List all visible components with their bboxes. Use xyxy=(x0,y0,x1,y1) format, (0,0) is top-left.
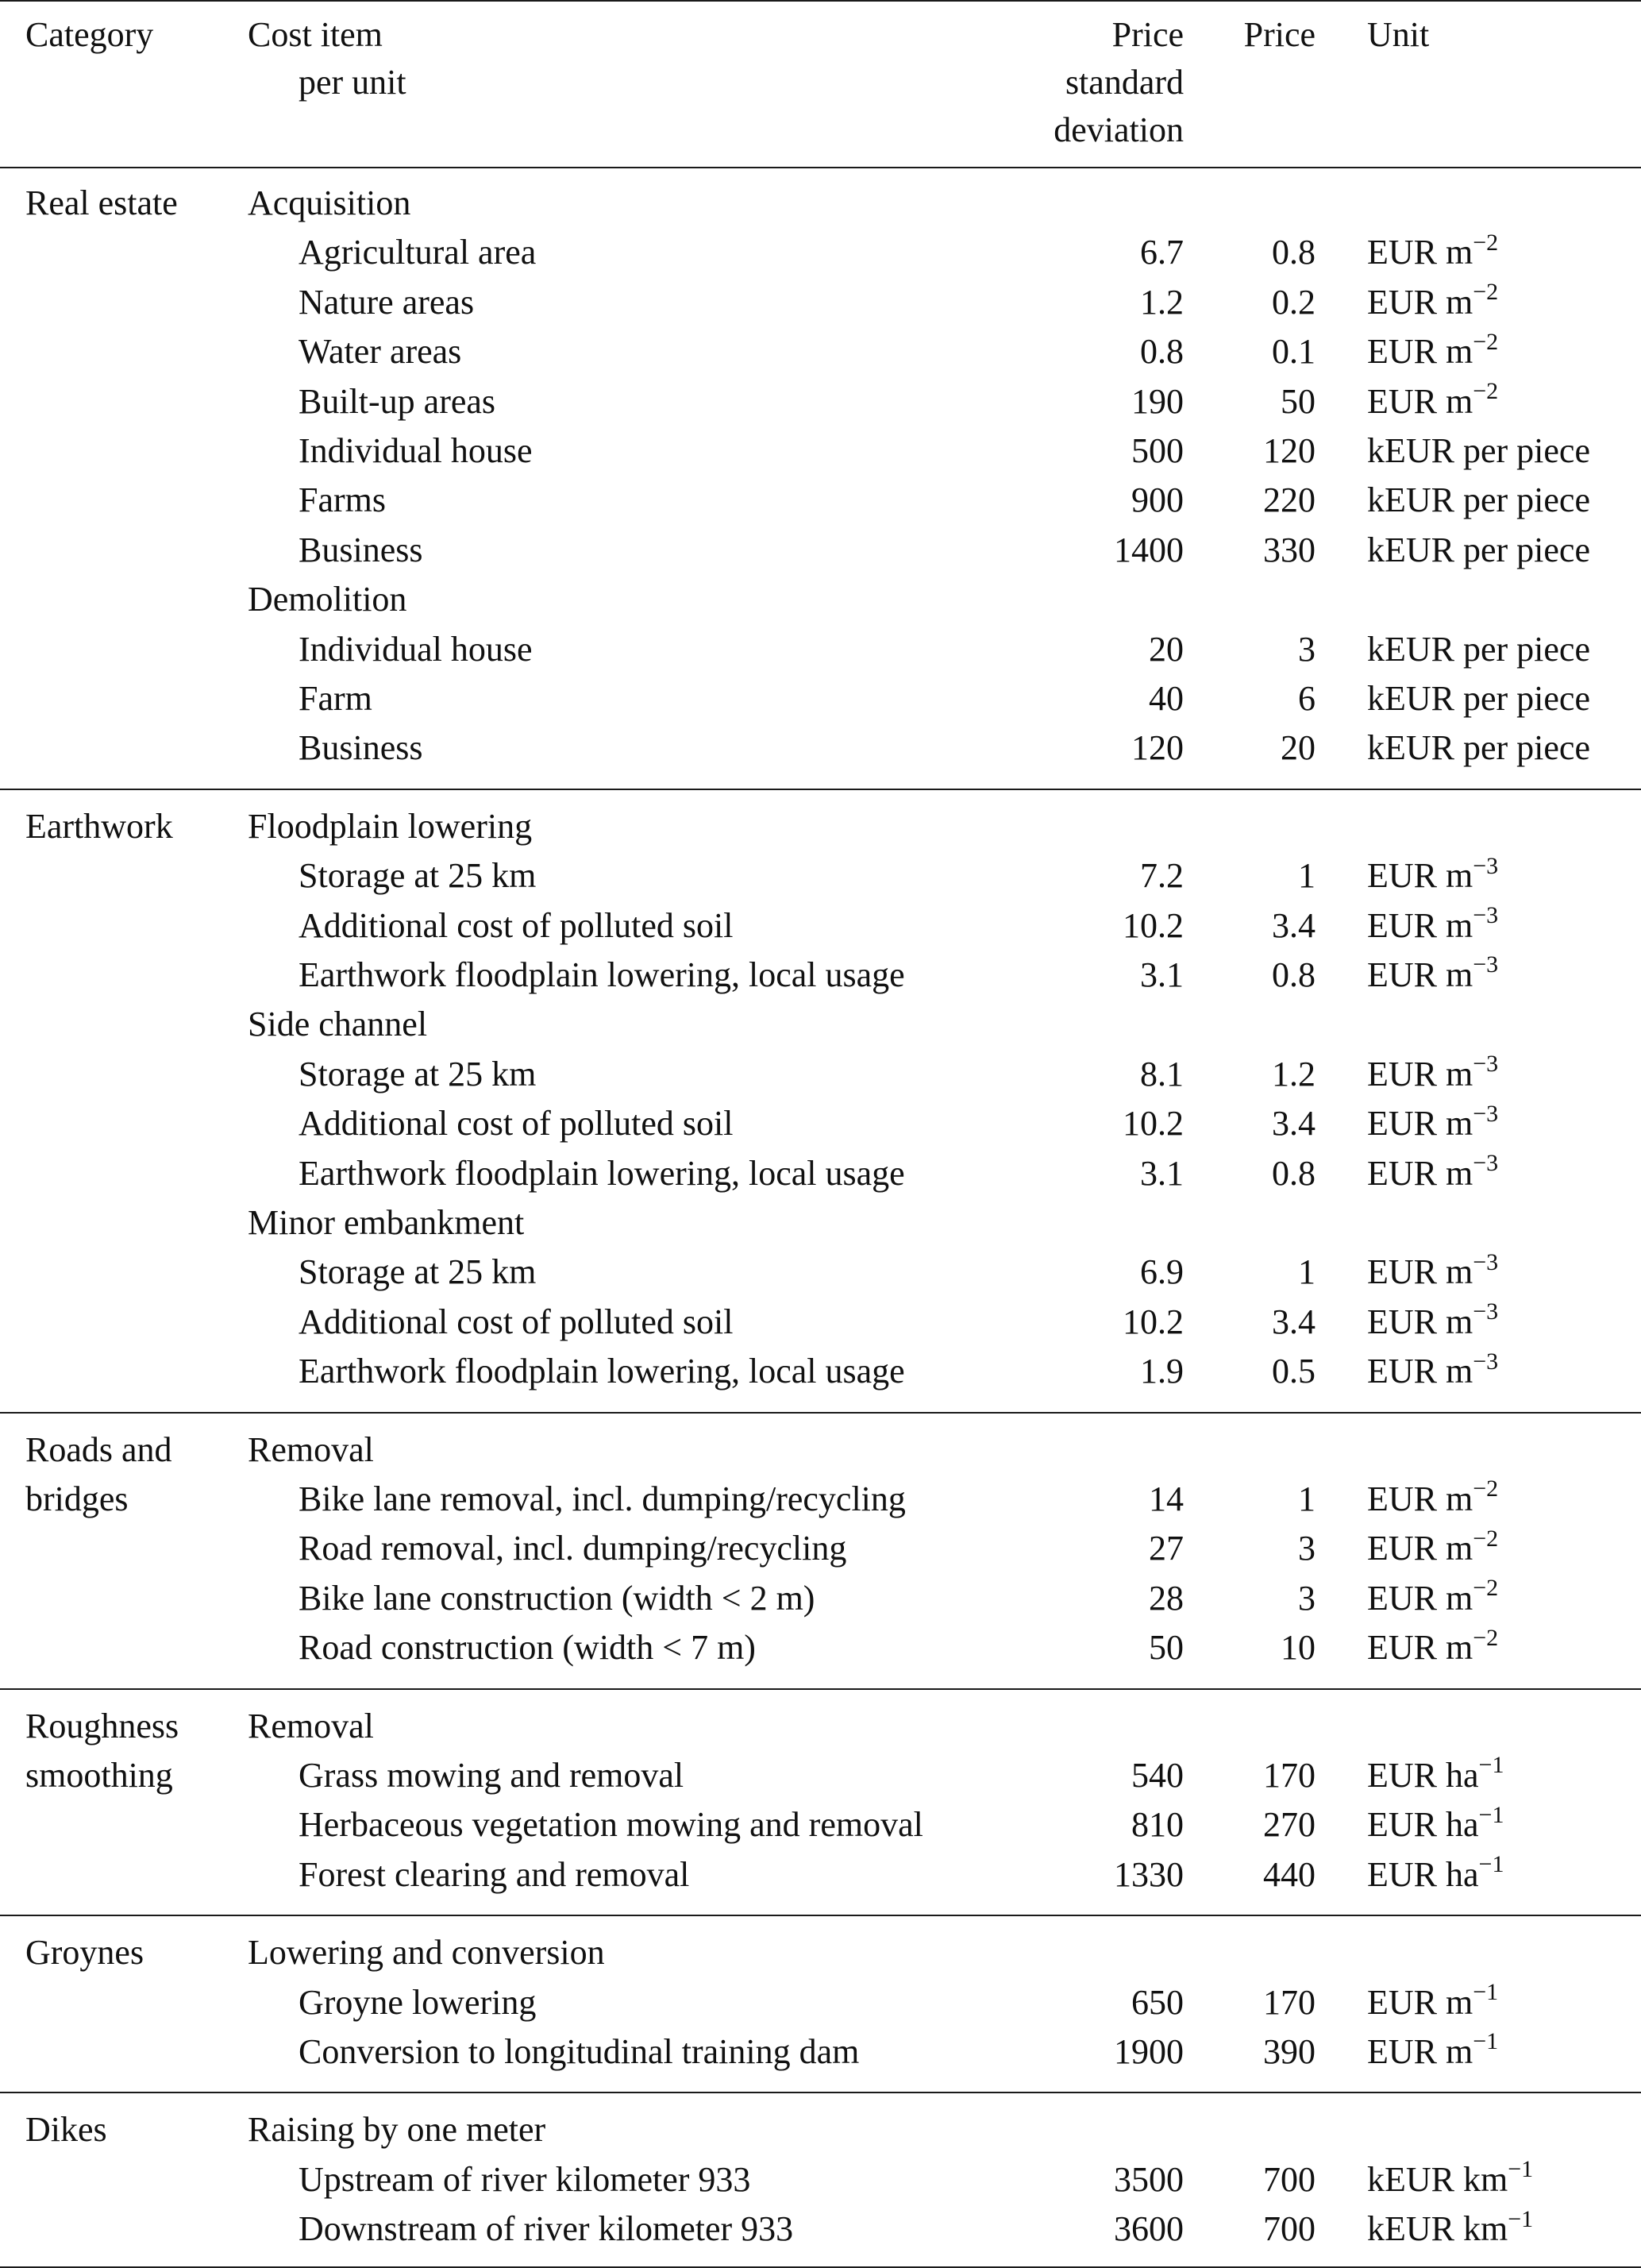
group-title: Acquisition xyxy=(248,183,411,222)
price-sd-value: 1.2 xyxy=(1140,282,1184,322)
price-value: 3.4 xyxy=(1272,1104,1315,1144)
unit-base: EUR m xyxy=(1367,1479,1473,1518)
unit-exponent: −3 xyxy=(1473,951,1499,978)
unit-base: EUR m xyxy=(1367,856,1473,896)
unit-value xyxy=(1367,1624,1498,1672)
unit-value xyxy=(1367,1100,1498,1148)
cost-item-name: Water areas xyxy=(299,332,462,372)
unit-value xyxy=(1367,378,1498,426)
price-sd-value: 3500 xyxy=(1114,2159,1184,2199)
cost-item-name: Additional cost of polluted soil xyxy=(299,1104,734,1144)
cost-item-name: Bike lane construction (width < 2 m) xyxy=(299,1578,815,1618)
table-row xyxy=(0,902,1641,950)
price-value: 3 xyxy=(1298,1529,1315,1568)
unit-base: EUR m xyxy=(1367,1252,1473,1292)
header-price-sd-2: standard xyxy=(1065,63,1184,102)
header-price-sd-3: deviation xyxy=(1054,110,1184,149)
unit-exponent: −2 xyxy=(1473,328,1499,355)
table-row xyxy=(0,526,1641,574)
group-row xyxy=(0,2106,1641,2154)
unit-exponent: −2 xyxy=(1473,377,1499,404)
price-value: 440 xyxy=(1263,1854,1315,1894)
cost-item-name: Grass mowing and removal xyxy=(299,1756,684,1795)
price-value: 170 xyxy=(1263,1982,1315,2022)
group-title: Side channel xyxy=(248,1005,428,1044)
price-sd-value: 27 xyxy=(1149,1529,1184,1568)
unit-exponent: −2 xyxy=(1473,279,1499,306)
table-row xyxy=(0,1575,1641,1622)
price-sd-value: 120 xyxy=(1131,728,1184,768)
price-sd-value: 3600 xyxy=(1114,2209,1184,2249)
unit-exponent: −3 xyxy=(1473,1248,1499,1275)
category-label xyxy=(0,1475,230,1523)
cost-item-name: Farm xyxy=(299,679,372,718)
price-value: 0.8 xyxy=(1272,233,1315,272)
table-row xyxy=(0,427,1641,475)
cost-item-name: Nature areas xyxy=(299,282,475,322)
price-value: 0.5 xyxy=(1272,1352,1315,1391)
price-value: 3.4 xyxy=(1272,905,1315,945)
cost-item-name: Earthwork floodplain lowering, local usage xyxy=(299,1352,905,1391)
cost-item-name: Storage at 25 km xyxy=(299,856,537,896)
table-bottom-rule xyxy=(0,2266,1641,2268)
group-row xyxy=(0,179,1641,227)
table-top-rule xyxy=(0,0,1641,2)
unit-base: EUR ha xyxy=(1367,1854,1479,1894)
group-row xyxy=(0,1703,1641,1750)
price-sd-value: 500 xyxy=(1131,431,1184,470)
unit-value xyxy=(1367,1525,1498,1572)
unit-exponent: −1 xyxy=(1478,1752,1504,1779)
price-sd-value: 1.9 xyxy=(1140,1352,1184,1391)
unit-value xyxy=(1367,626,1590,673)
unit-base: EUR ha xyxy=(1367,1805,1479,1845)
price-value: 1 xyxy=(1298,1479,1315,1518)
table-row xyxy=(0,279,1641,326)
unit-base: EUR m xyxy=(1367,2032,1473,2071)
price-value: 3.4 xyxy=(1272,1302,1315,1341)
unit-value xyxy=(1367,229,1498,276)
group-title: Minor embankment xyxy=(248,1203,525,1242)
category-label xyxy=(0,179,230,227)
price-sd-value: 14 xyxy=(1149,1479,1184,1518)
unit-value xyxy=(1367,1801,1504,1849)
price-sd-value: 10.2 xyxy=(1123,1302,1184,1341)
unit-value xyxy=(1367,427,1590,475)
unit-exponent: −3 xyxy=(1473,852,1499,879)
price-value: 50 xyxy=(1281,381,1315,421)
price-value: 20 xyxy=(1281,728,1315,768)
group-title: Demolition xyxy=(248,580,407,619)
unit-base: EUR m xyxy=(1367,1104,1473,1144)
unit-base: EUR m xyxy=(1367,1302,1473,1341)
group-title: Lowering and conversion xyxy=(248,1933,605,1973)
unit-value xyxy=(1367,1248,1498,1296)
price-value: 1 xyxy=(1298,856,1315,896)
unit-exponent: −2 xyxy=(1473,1475,1499,1502)
cost-item-name: Built-up areas xyxy=(299,381,496,421)
unit-value xyxy=(1367,1752,1504,1799)
section-divider xyxy=(0,2092,1641,2093)
cost-item-name: Individual house xyxy=(299,431,533,470)
group-row xyxy=(0,1929,1641,1977)
price-sd-value: 10.2 xyxy=(1123,1104,1184,1144)
category-label xyxy=(0,1703,230,1750)
unit-base: EUR m xyxy=(1367,1529,1473,1568)
unit-base: kEUR per piece xyxy=(1367,629,1590,669)
price-value: 270 xyxy=(1263,1805,1315,1845)
unit-base: EUR m xyxy=(1367,233,1473,272)
unit-exponent: −3 xyxy=(1473,1348,1499,1375)
unit-exponent: −3 xyxy=(1473,901,1499,928)
price-value: 120 xyxy=(1263,431,1315,470)
section-divider xyxy=(0,789,1641,790)
unit-base: EUR m xyxy=(1367,1352,1473,1391)
price-value: 1.2 xyxy=(1272,1054,1315,1094)
cost-item-name: Business xyxy=(299,728,423,768)
category-text: bridges xyxy=(25,1479,129,1518)
price-value: 6 xyxy=(1298,679,1315,718)
unit-exponent: −1 xyxy=(1478,1851,1504,1878)
price-value: 220 xyxy=(1263,480,1315,520)
price-value: 700 xyxy=(1263,2159,1315,2199)
cost-item-name: Individual house xyxy=(299,629,533,669)
unit-base: EUR m xyxy=(1367,1578,1473,1618)
table-row xyxy=(0,951,1641,999)
category-label xyxy=(0,803,230,850)
unit-exponent: −2 xyxy=(1473,1575,1499,1602)
unit-base: kEUR per piece xyxy=(1367,431,1590,470)
price-sd-value: 190 xyxy=(1131,381,1184,421)
price-sd-value: 6.7 xyxy=(1140,233,1184,272)
cost-item-name: Agricultural area xyxy=(299,233,537,272)
header-rule xyxy=(0,167,1641,168)
price-sd-value: 0.8 xyxy=(1140,332,1184,372)
unit-base: EUR m xyxy=(1367,1153,1473,1193)
table-row xyxy=(0,1150,1641,1198)
unit-exponent: −2 xyxy=(1473,229,1499,256)
section-divider xyxy=(0,1688,1641,1690)
table-row xyxy=(0,1752,1641,1799)
unit-value xyxy=(1367,1475,1498,1523)
header-cost-item: Cost item xyxy=(248,15,383,54)
unit-value xyxy=(1367,476,1590,524)
unit-value xyxy=(1367,1348,1498,1395)
category-text: Roads and xyxy=(25,1429,172,1469)
cost-item-name: Storage at 25 km xyxy=(299,1054,537,1094)
table-row xyxy=(0,626,1641,673)
unit-base: EUR m xyxy=(1367,381,1473,421)
section-divider xyxy=(0,1915,1641,1916)
unit-base: kEUR km xyxy=(1367,2159,1508,2199)
price-value: 0.8 xyxy=(1272,955,1315,994)
price-sd-value: 7.2 xyxy=(1140,856,1184,896)
price-sd-value: 20 xyxy=(1149,629,1184,669)
unit-base: EUR ha xyxy=(1367,1756,1479,1795)
price-value: 3 xyxy=(1298,629,1315,669)
category-text: Earthwork xyxy=(25,806,173,846)
cost-item-name: Downstream of river kilometer 933 xyxy=(299,2209,794,2249)
price-sd-value: 50 xyxy=(1149,1628,1184,1668)
header-price-sd-1: Price xyxy=(1111,15,1184,54)
table-row xyxy=(0,1298,1641,1346)
group-row xyxy=(0,803,1641,850)
unit-value xyxy=(1367,328,1498,376)
cost-item-name: Bike lane removal, incl. dumping/recycling xyxy=(299,1479,906,1518)
table-row xyxy=(0,1801,1641,1849)
unit-value xyxy=(1367,902,1498,950)
unit-value xyxy=(1367,1575,1498,1622)
unit-value xyxy=(1367,279,1498,326)
unit-value xyxy=(1367,2156,1533,2204)
cost-item-name: Business xyxy=(299,530,423,569)
category-label xyxy=(0,1426,230,1474)
table-row xyxy=(0,2205,1641,2253)
table-row xyxy=(0,2156,1641,2204)
group-row xyxy=(0,1001,1641,1048)
group-row xyxy=(0,1199,1641,1247)
group-row xyxy=(0,576,1641,623)
price-value: 0.2 xyxy=(1272,282,1315,322)
price-sd-value: 1330 xyxy=(1114,1854,1184,1894)
cost-item-name: Groyne lowering xyxy=(299,1982,537,2022)
price-value: 1 xyxy=(1298,1252,1315,1292)
category-text: Roughness xyxy=(25,1706,179,1745)
unit-base: EUR m xyxy=(1367,955,1473,994)
table-row xyxy=(0,229,1641,276)
price-value: 10 xyxy=(1281,1628,1315,1668)
unit-value xyxy=(1367,675,1590,723)
unit-base: EUR m xyxy=(1367,905,1473,945)
cost-item-name: Additional cost of polluted soil xyxy=(299,1302,734,1341)
cost-item-name: Forest clearing and removal xyxy=(299,1854,690,1894)
unit-value xyxy=(1367,1150,1498,1198)
unit-value xyxy=(1367,1979,1498,2027)
price-sd-value: 540 xyxy=(1131,1756,1184,1795)
unit-exponent: −1 xyxy=(1508,2205,1534,2232)
table-row xyxy=(0,1051,1641,1098)
cost-item-name: Upstream of river kilometer 933 xyxy=(299,2159,751,2199)
cost-item-name: Conversion to longitudinal training dam xyxy=(299,2032,860,2071)
table-row xyxy=(0,724,1641,772)
unit-value xyxy=(1367,1298,1498,1346)
unit-exponent: −3 xyxy=(1473,1298,1499,1325)
unit-value xyxy=(1367,1851,1504,1899)
table-row xyxy=(0,1624,1641,1672)
price-sd-value: 3.1 xyxy=(1140,955,1184,994)
table-row xyxy=(0,1248,1641,1296)
unit-exponent: −1 xyxy=(1478,1801,1504,1828)
category-label xyxy=(0,2106,230,2154)
unit-base: kEUR km xyxy=(1367,2209,1508,2249)
price-value: 700 xyxy=(1263,2209,1315,2249)
unit-base: kEUR per piece xyxy=(1367,728,1590,768)
price-sd-value: 10.2 xyxy=(1123,905,1184,945)
unit-exponent: −3 xyxy=(1473,1051,1499,1078)
price-value: 0.8 xyxy=(1272,1153,1315,1193)
price-sd-value: 1900 xyxy=(1114,2032,1184,2071)
unit-exponent: −1 xyxy=(1508,2156,1534,2183)
group-title: Raising by one meter xyxy=(248,2110,546,2150)
unit-base: EUR m xyxy=(1367,282,1473,322)
table-row xyxy=(0,675,1641,723)
cost-item-name: Earthwork floodplain lowering, local usage xyxy=(299,1153,905,1193)
price-sd-value: 28 xyxy=(1149,1578,1184,1618)
cost-item-name: Earthwork floodplain lowering, local usage xyxy=(299,955,905,994)
unit-exponent: −3 xyxy=(1473,1100,1499,1127)
price-value: 390 xyxy=(1263,2032,1315,2071)
unit-exponent: −2 xyxy=(1473,1624,1499,1651)
unit-exponent: −1 xyxy=(1473,1978,1499,2005)
group-title: Removal xyxy=(248,1429,374,1469)
category-text: Groynes xyxy=(25,1933,144,1973)
cost-item-name: Herbaceous vegetation mowing and removal xyxy=(299,1805,923,1845)
category-label xyxy=(0,1752,230,1799)
unit-value xyxy=(1367,2205,1533,2253)
table-row xyxy=(0,378,1641,426)
table-row xyxy=(0,476,1641,524)
group-row xyxy=(0,1426,1641,1474)
price-value: 330 xyxy=(1263,530,1315,569)
price-sd-value: 3.1 xyxy=(1140,1153,1184,1193)
category-label xyxy=(0,1929,230,1977)
table-row xyxy=(0,2028,1641,2076)
cost-item-name: Farms xyxy=(299,480,386,520)
table-row xyxy=(0,1525,1641,1572)
unit-base: kEUR per piece xyxy=(1367,480,1590,520)
unit-base: EUR m xyxy=(1367,1628,1473,1668)
category-text: Dikes xyxy=(25,2110,107,2150)
header-category: Category xyxy=(25,15,154,54)
unit-value xyxy=(1367,951,1498,999)
group-title: Floodplain lowering xyxy=(248,806,533,846)
unit-value xyxy=(1367,724,1590,772)
price-sd-value: 900 xyxy=(1131,480,1184,520)
group-title: Removal xyxy=(248,1706,374,1745)
table-row xyxy=(0,1979,1641,2027)
header-price: Price xyxy=(1243,15,1315,54)
table-row xyxy=(0,852,1641,900)
unit-base: kEUR per piece xyxy=(1367,530,1590,569)
price-sd-value: 8.1 xyxy=(1140,1054,1184,1094)
unit-value xyxy=(1367,852,1498,900)
category-text: Real estate xyxy=(25,183,178,222)
unit-base: EUR m xyxy=(1367,332,1473,372)
price-value: 3 xyxy=(1298,1578,1315,1618)
table-row xyxy=(0,1348,1641,1395)
unit-base: kEUR per piece xyxy=(1367,679,1590,718)
table-row xyxy=(0,1851,1641,1899)
table-row xyxy=(0,1475,1641,1523)
cost-item-name: Road removal, incl. dumping/recycling xyxy=(299,1529,847,1568)
unit-value xyxy=(1367,2028,1498,2076)
unit-value xyxy=(1367,1051,1498,1098)
header-cost-item-sub: per unit xyxy=(299,63,406,102)
price-sd-value: 810 xyxy=(1131,1805,1184,1845)
unit-exponent: −2 xyxy=(1473,1525,1499,1552)
price-sd-value: 650 xyxy=(1131,1982,1184,2022)
section-divider xyxy=(0,1412,1641,1414)
header-unit: Unit xyxy=(1367,15,1430,54)
unit-exponent: −1 xyxy=(1473,2028,1499,2055)
price-value: 0.1 xyxy=(1272,332,1315,372)
table-row xyxy=(0,1100,1641,1148)
price-sd-value: 6.9 xyxy=(1140,1252,1184,1292)
unit-base: EUR m xyxy=(1367,1982,1473,2022)
category-text: smoothing xyxy=(25,1756,173,1795)
unit-value xyxy=(1367,526,1590,574)
cost-item-name: Additional cost of polluted soil xyxy=(299,905,734,945)
price-value: 170 xyxy=(1263,1756,1315,1795)
unit-base: EUR m xyxy=(1367,1054,1473,1094)
price-sd-value: 40 xyxy=(1149,679,1184,718)
cost-item-name: Road construction (width < 7 m) xyxy=(299,1628,756,1668)
price-sd-value: 1400 xyxy=(1114,530,1184,569)
cost-item-name: Storage at 25 km xyxy=(299,1252,537,1292)
table-row xyxy=(0,328,1641,376)
unit-exponent: −3 xyxy=(1473,1149,1499,1176)
